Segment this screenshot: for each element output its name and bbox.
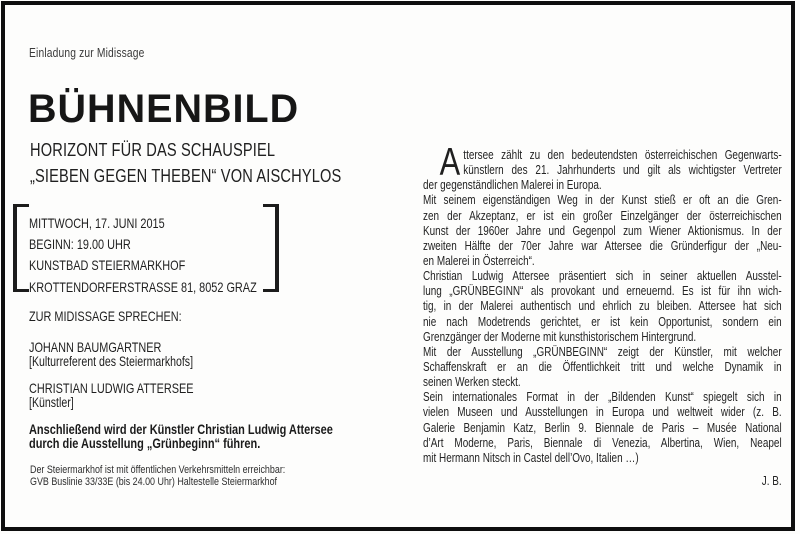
bracket-right (263, 204, 279, 292)
article-paragraph (423, 269, 782, 345)
event-venue: KUNSTBAD STEIERMARKHOF (29, 258, 186, 274)
speaker-1-name: JOHANN BAUMGARTNER (29, 340, 162, 355)
speakers-heading: ZUR MIDISSAGE SPRECHEN: (29, 309, 182, 324)
subtitle-line-2: „SIEBEN GEGEN THEBEN“ VON AISCHYLOS (30, 165, 342, 186)
article-line: Kunst der 1960er Jahre und Gegenpol zum Wiener Aktionismus. In der (423, 223, 782, 238)
article-line: nie nach Modetrends gerichtet, er ist kein Opportunist, sondern ein (423, 314, 782, 329)
article-paragraph (423, 141, 782, 193)
event-time: BEGINN: 19.00 UHR (29, 237, 131, 253)
drop-cap: A (439, 141, 461, 184)
speaker-2-name: CHRISTIAN LUDWIG ATTERSEE (29, 381, 194, 396)
article-line: Mit seinem eigenständigen Weg in der Kunst stieß er oft an die Gren- (423, 193, 782, 208)
article-line: lung „GRÜNBEGINN“ als provokant und erneuernd. Es ist für ihn wich- (423, 284, 782, 299)
article-line: Grenzgänger der Moderne mit kunsthistorischem Hintergrund. (423, 329, 697, 344)
article-line: tig, in der Malerei authentisch und ehrlich zu bleiben. Attersee hat sich (423, 299, 782, 314)
article-line: Sein internationales Format in der „Bildenden Kunst“ spiegelt sich in (423, 390, 782, 405)
transport-note (30, 465, 285, 489)
main-title: BÜHNENBILD (28, 87, 300, 131)
speaker-2 (29, 382, 194, 409)
speaker-1 (29, 341, 193, 368)
announcement (29, 423, 333, 450)
speaker-2-role: [Künstler] (29, 394, 74, 410)
article-line: en Malerei in Österreich“. (423, 253, 535, 268)
transport-line-1: Der Steiermarkhof ist mit öffentlichen Verkehrsmitteln erreichbar: (30, 464, 286, 476)
article-column (423, 141, 782, 466)
event-address: KROTTENDORFERSTRASSE 81, 8052 GRAZ (29, 279, 257, 295)
article-line: Christian Ludwig Attersee präsentiert sich in seiner aktuellen Ausstel- (423, 269, 782, 284)
event-details-box (13, 204, 279, 295)
article-line: Schaffenskraft er an die Öffentlichkeit tritt und welche Dynamik in (423, 359, 782, 374)
article-line: mit Hermann Nitsch in Castel dell’Ovo, Italien …) (423, 450, 639, 465)
subtitle (30, 137, 341, 189)
article-paragraph (423, 193, 782, 269)
event-date: MITTWOCH, 17. JUNI 2015 (29, 216, 165, 231)
article-line: zweiten Hälfte der 70er Jahre war Attersee die Gründerfigur der „Neu- (423, 238, 782, 253)
signature: J. B. (761, 474, 782, 488)
article-paragraph (423, 345, 782, 390)
event-details (29, 213, 257, 298)
article-line: d’Art Moderne, Paris, Biennale di Venezia, Albertina, Wien, Neapel (423, 435, 782, 450)
announcement-line-2: durch die Ausstellung „Grünbeginn“ führen. (29, 434, 261, 451)
article-line: vielen Museen und Ausstellungen in Europa und weltweit wider (z. B. (423, 405, 782, 420)
subtitle-line-1: HORIZONT FÜR DAS SCHAUSPIEL (30, 139, 276, 160)
announcement-line-1: Anschließend wird der Künstler Christian Ludwig Attersee (29, 421, 333, 437)
article-paragraph (423, 390, 782, 466)
bracket-left (13, 204, 29, 292)
article-line: seinen Werken steckt. (423, 375, 521, 390)
article-line: Galerie Benjamin Katz, Berlin 9. Biennale de Paris – Musée National (423, 420, 782, 435)
article-line: der gegenständlichen Malerei in Europa. (423, 178, 602, 193)
speaker-1-role: [Kulturreferent des Steiermarkhofs] (29, 353, 194, 369)
article-line: ttersee zählt zu den bedeutendsten österreichischen Gegenwarts- (463, 148, 782, 162)
kicker: Einladung zur Midissage (29, 45, 145, 60)
article-line: Mit der Ausstellung „GRÜNBEGINN“ zeigt der Künstler, mit welcher (423, 344, 782, 359)
article-line: künstlern des 21. Jahrhunderts und gilt als wichtigster Vertreter (463, 163, 782, 178)
article-line: zen der Akzeptanz, er ist ein großer Einzelgänger der österreichischen (423, 208, 782, 223)
transport-line-2: GVB Buslinie 33/33E (bis 24.00 Uhr) Haltestelle Steiermarkhof (30, 475, 278, 488)
